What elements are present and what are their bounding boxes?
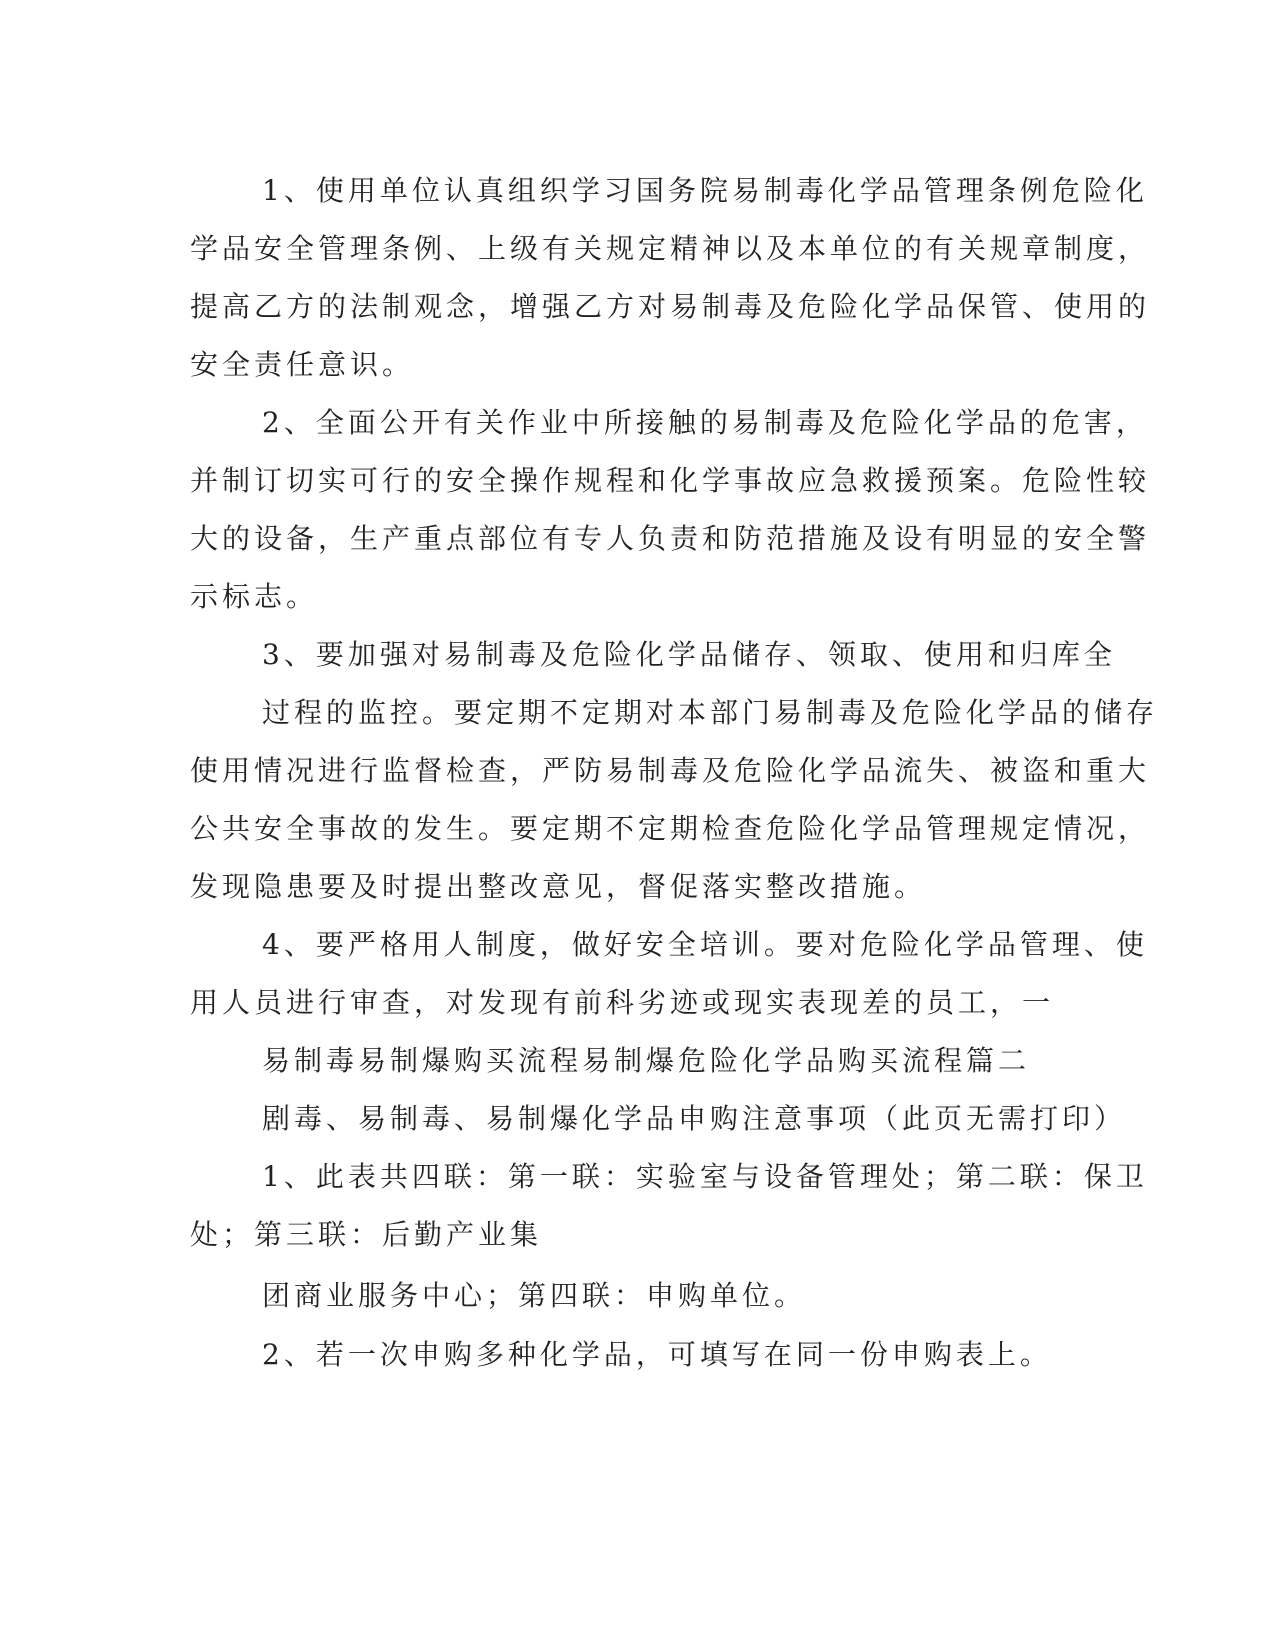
section-subheading: 剧毒、易制毒、易制爆化学品申购注意事项（此页无需打印） bbox=[262, 1102, 1127, 1135]
text-line: 公共安全事故的发生。要定期不定期检查危险化学品管理规定情况， bbox=[190, 812, 1151, 845]
text-line: 大的设备，生产重点部位有专人负责和防范措施及设有明显的安全警 bbox=[190, 522, 1151, 555]
text-line: 学品安全管理条例、上级有关规定精神以及本单位的有关规章制度， bbox=[190, 232, 1151, 265]
text-line: 发现隐患要及时提出整改意见，督促落实整改措施。 bbox=[190, 870, 927, 903]
text-line: 2、若一次申购多种化学品，可填写在同一份申购表上。 bbox=[262, 1338, 1052, 1371]
text-line: 1、使用单位认真组织学习国务院易制毒化学品管理条例危险化 bbox=[262, 174, 1148, 207]
text-line: 并制订切实可行的安全操作规程和化学事故应急救援预案。危险性较 bbox=[190, 464, 1151, 497]
text-line: 团商业服务中心；第四联：申购单位。 bbox=[262, 1279, 807, 1312]
text-line: 2、全面公开有关作业中所接触的易制毒及危险化学品的危害， bbox=[262, 406, 1148, 439]
text-line: 3、要加强对易制毒及危险化学品储存、领取、使用和归库全 bbox=[262, 638, 1116, 671]
text-line: 处；第三联：后勤产业集 bbox=[190, 1218, 543, 1251]
text-line: 安全责任意识。 bbox=[190, 348, 415, 381]
text-line: 用人员进行审查，对发现有前科劣迹或现实表现差的员工，一 bbox=[190, 986, 1055, 1019]
text-line: 过程的监控。要定期不定期对本部门易制毒及危险化学品的储存 bbox=[262, 696, 1159, 729]
text-line: 4、要严格用人制度，做好安全培训。要对危险化学品管理、使 bbox=[262, 928, 1148, 961]
text-line: 提高乙方的法制观念，增强乙方对易制毒及危险化学品保管、使用的 bbox=[190, 290, 1151, 323]
text-line: 使用情况进行监督检查，严防易制毒及危险化学品流失、被盗和重大 bbox=[190, 754, 1151, 787]
text-line: 示标志。 bbox=[190, 580, 319, 613]
section-heading: 易制毒易制爆购买流程易制爆危险化学品购买流程篇二 bbox=[262, 1044, 1031, 1077]
text-line: 1、此表共四联：第一联：实验室与设备管理处；第二联：保卫 bbox=[262, 1160, 1148, 1193]
